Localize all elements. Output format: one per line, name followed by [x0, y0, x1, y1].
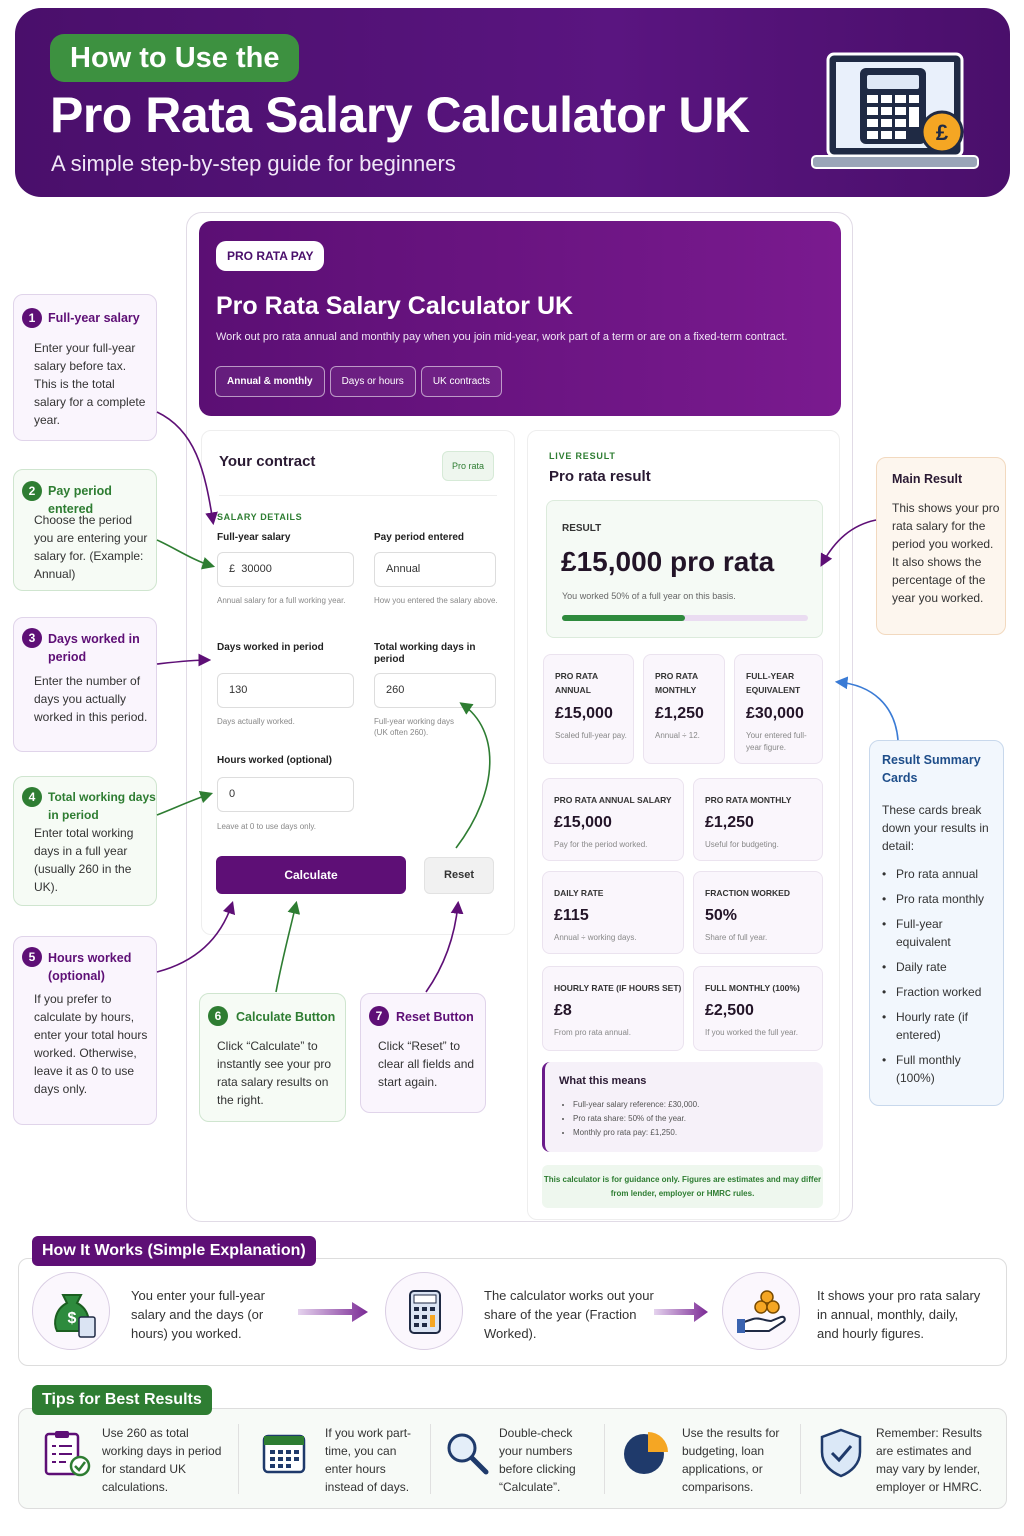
divider [604, 1424, 605, 1494]
pie-chart-icon [622, 1430, 670, 1478]
card-value: £15,000 [554, 814, 612, 831]
card-key: DAILY RATE [554, 888, 604, 898]
divider [800, 1424, 801, 1494]
salary-currency: £ [229, 563, 236, 575]
tip-text: Double-check your numbers before clicking “Calculate”. [499, 1426, 576, 1494]
live-result-label: LIVE RESULT [549, 451, 616, 461]
callout-title: Main Result [892, 472, 963, 486]
checklist-icon [42, 1430, 92, 1480]
arrow-summary [838, 682, 898, 740]
card-sub: Annual ÷ 12. [655, 731, 700, 740]
card-sub: Pay for the period worked. [554, 840, 648, 849]
card-key: PRO RATA ANNUAL SALARY [554, 795, 672, 805]
means-item: • Full-year salary reference: £30,000. [573, 1098, 699, 1112]
total-days-label: Total working days in period [374, 642, 476, 665]
result-title: Pro rata result [549, 468, 651, 485]
callout-body: These cards break down your results in detail: [882, 803, 989, 853]
magnifier-icon [444, 1430, 490, 1476]
card-sub: Your entered full-year figure. [746, 731, 807, 752]
step-number: 1 [22, 308, 42, 328]
card-sub: If you worked the full year. [705, 1028, 798, 1037]
summary-list-item: • Full monthly (100%) [882, 1051, 1000, 1087]
divider [430, 1424, 431, 1494]
card-sub: Annual ÷ working days. [554, 933, 637, 942]
card-key: HOURLY RATE (IF HOURS SET) [554, 983, 682, 993]
hours-input[interactable]: 0 [217, 777, 354, 812]
main-result-value: £15,000 pro rata [561, 546, 775, 577]
calculator-description: Work out pro rata annual and monthly pay when you join mid-year, work part of a term or are on a fixed-term contract. [216, 331, 788, 343]
total-days-input[interactable]: 260 [374, 673, 496, 708]
tip-text: Use the results for budgeting, loan applications, or comparisons. [682, 1426, 780, 1494]
period-hint: How you entered the salary above. [374, 596, 498, 605]
card-sub: Share of full year. [705, 933, 768, 942]
card-sub: Useful for budgeting. [705, 840, 779, 849]
main-result-key: RESULT [562, 523, 602, 534]
callout-body: Choose the period you are entering your salary for. (Example: Annual) [34, 513, 148, 581]
summary-list-item: • Full-year equivalent [882, 915, 1000, 951]
callout-title: Days worked in period [48, 632, 140, 664]
callout-body: Enter total working days in a full year (usually 260 in the UK). [34, 826, 134, 894]
callout-title: Reset Button [396, 1010, 474, 1024]
salary-value: 30000 [241, 563, 272, 575]
card-key: FULL-YEAR EQUIVALENT [746, 671, 801, 695]
header-pill: How to Use the [50, 34, 299, 82]
tab-annual-monthly[interactable]: Annual & monthly [215, 366, 325, 397]
how-step-text: It shows your pro rata salary in annual, monthly, daily, and hourly figures. [817, 1288, 981, 1341]
card-sub: Scaled full-year pay. [555, 731, 627, 740]
disclaimer: This calculator is for guidance only. Figures are estimates and may differ from lender, employer or HMRC rules. [542, 1165, 823, 1208]
callout-title: Hours worked (optional) [48, 951, 132, 983]
arrow-right-icon [298, 1300, 370, 1324]
step-number: 7 [369, 1006, 389, 1026]
callout-body: Enter your full-year salary before tax. This is the total salary for a complete year. [34, 341, 146, 427]
callout-body: Click “Calculate” to instantly see your pro rata salary results on the right. [217, 1039, 332, 1107]
salary-hint: Annual salary for a full working year. [217, 596, 346, 605]
card-key: FULL MONTHLY (100%) [705, 983, 800, 993]
period-label: Pay period entered [374, 532, 465, 543]
callout-body: This shows your pro rata salary for the period you worked. It also shows the percentage of the year you worked. [892, 501, 1000, 605]
step-number: 6 [208, 1006, 228, 1026]
card-sub: From pro rata annual. [554, 1028, 631, 1037]
tab-days-hours[interactable]: Days or hours [330, 366, 416, 397]
arrow-1 [157, 412, 213, 522]
summary-list-item: • Pro rata monthly [882, 890, 1000, 908]
callout-title: Total working days in period [48, 790, 156, 822]
money-bag-icon [32, 1272, 110, 1350]
calculator-tag: PRO RATA PAY [216, 241, 324, 271]
divider [238, 1424, 239, 1494]
callout-title: Pay period entered [48, 484, 112, 516]
contract-badge: Pro rata [442, 451, 494, 481]
how-it-works-title: How It Works (Simple Explanation) [32, 1236, 316, 1266]
calculator-title: Pro Rata Salary Calculator UK [216, 292, 574, 320]
card-key: PRO RATA ANNUAL [555, 671, 598, 695]
tip-text: If you work part-time, you can enter hours instead of days. [325, 1426, 412, 1494]
arrow-total-days [456, 704, 490, 848]
card-key: PRO RATA MONTHLY [705, 795, 792, 805]
arrow-5 [157, 904, 232, 972]
calculator-icon [385, 1272, 463, 1350]
salary-label: Full-year salary [217, 532, 291, 543]
callout-title: Calculate Button [236, 1010, 336, 1024]
main-result-sub: You worked 50% of a full year on this basis. [562, 591, 736, 601]
page-subtitle: A simple step-by-step guide for beginners [51, 151, 456, 176]
reset-button[interactable]: Reset [424, 857, 494, 894]
callout-body: If you prefer to calculate by hours, enter your total hours worked. Otherwise, leave it as 0 to use days only. [34, 992, 148, 1096]
days-hint: Days actually worked. [217, 717, 295, 726]
step-number: 5 [22, 947, 42, 967]
means-title: What this means [559, 1075, 647, 1087]
callout-title: Result Summary Cards [882, 753, 981, 785]
card-value: £8 [554, 1002, 572, 1019]
card-key: FRACTION WORKED [705, 888, 790, 898]
means-item: • Pro rata share: 50% of the year. [573, 1112, 699, 1126]
tip-text: Use 260 as total working days in period for standard UK calculations. [102, 1426, 222, 1494]
page-title: Pro Rata Salary Calculator UK [50, 87, 750, 143]
arrow-right-icon [654, 1300, 710, 1324]
how-step-text: You enter your full-year salary and the days (or hours) you worked. [131, 1288, 265, 1341]
shield-check-icon [818, 1428, 864, 1478]
card-value: 50% [705, 907, 738, 924]
arrow-main-result [822, 520, 876, 564]
step-number: 3 [22, 628, 42, 648]
tips-title: Tips for Best Results [32, 1385, 212, 1415]
card-value: £15,000 [555, 705, 613, 722]
arrow-4 [157, 794, 210, 815]
card-value: £30,000 [746, 705, 804, 722]
period-select[interactable]: Annual [374, 552, 496, 587]
calendar-icon [262, 1430, 308, 1476]
callout-title: Full-year salary [48, 311, 140, 325]
laptop-currency: £ [935, 120, 949, 145]
calculate-button[interactable]: Calculate [216, 856, 406, 894]
arrow-2 [157, 540, 212, 566]
arrow-6 [276, 904, 296, 992]
step-number: 2 [22, 481, 42, 501]
card-value: £115 [554, 907, 589, 924]
tip-text: Remember: Results are estimates and may vary by lender, employer or HMRC. [876, 1426, 983, 1494]
summary-list-item: • Daily rate [882, 958, 1000, 976]
means-item: • Monthly pro rata pay: £1,250. [573, 1126, 699, 1140]
contract-title: Your contract [219, 453, 316, 470]
hours-label: Hours worked (optional) [217, 755, 332, 766]
salary-details-heading: SALARY DETAILS [217, 512, 303, 522]
summary-list-item: • Fraction worked [882, 983, 1000, 1001]
how-step-text: The calculator works out your share of the year (Fraction Worked). [484, 1288, 654, 1341]
card-value: £1,250 [655, 705, 704, 722]
summary-list-item: • Pro rata annual [882, 865, 1000, 883]
days-input[interactable]: 130 [217, 673, 354, 708]
step-number: 4 [22, 787, 42, 807]
svg-text:$: $ [67, 1310, 77, 1327]
callout-body: Enter the number of days you actually worked in this period. [34, 674, 148, 724]
days-label: Days worked in period [217, 642, 324, 653]
card-value: £1,250 [705, 814, 754, 831]
arrow-3 [157, 660, 208, 664]
card-value: £2,500 [705, 1002, 754, 1019]
hours-hint: Leave at 0 to use days only. [217, 822, 317, 831]
summary-list-item: • Hourly rate (if entered) [882, 1008, 1000, 1044]
card-key: PRO RATA MONTHLY [655, 671, 698, 695]
hand-coins-icon [722, 1272, 800, 1350]
arrow-7 [426, 904, 458, 992]
total-days-hint: Full-year working days (UK often 260). [374, 717, 455, 737]
tab-uk-contracts[interactable]: UK contracts [421, 366, 502, 397]
callout-body: Click “Reset” to clear all fields and start again. [378, 1039, 475, 1089]
